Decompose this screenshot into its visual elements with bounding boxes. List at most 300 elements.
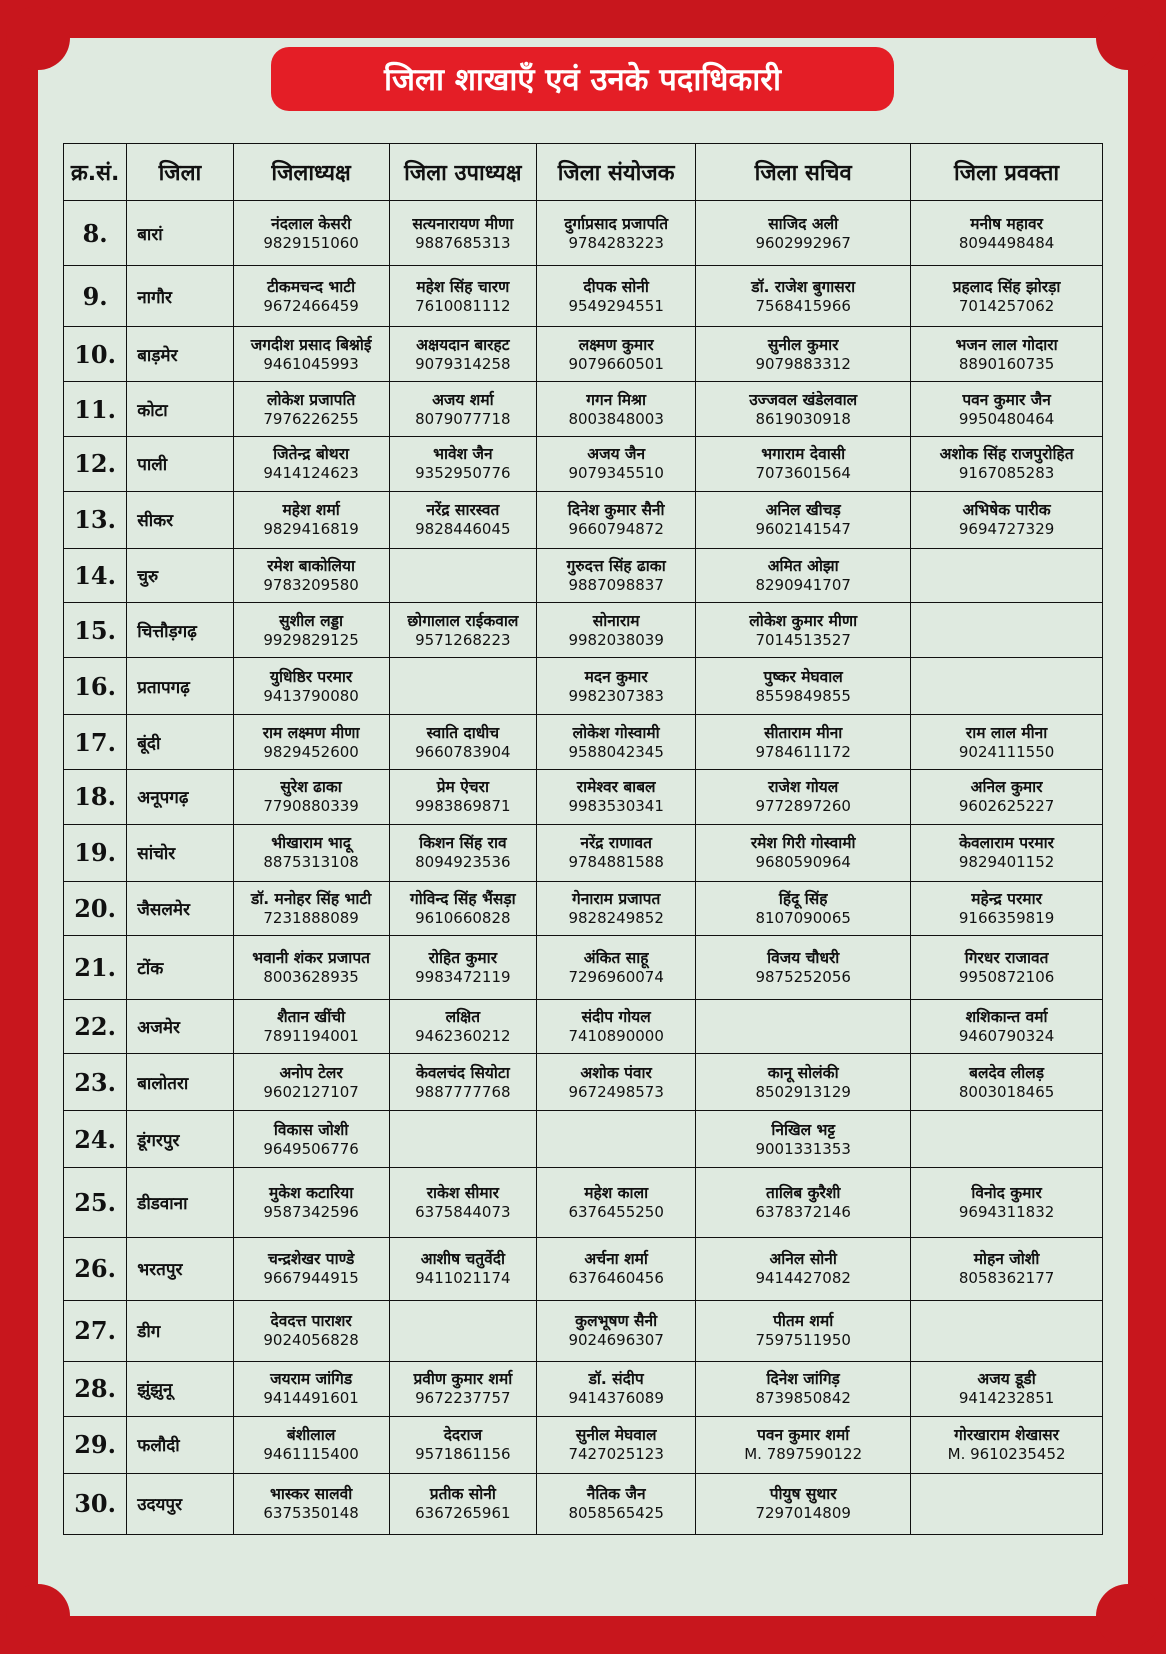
person-name: मनीष महावर	[970, 214, 1043, 233]
serial-number-cell: 24.	[64, 1111, 127, 1168]
corner-notch-bottom-left	[6, 1584, 70, 1648]
person-name: दिनेश जांगिड़	[766, 1370, 840, 1389]
phone-number: 9660794872	[568, 520, 664, 539]
phone-number: 9414376089	[568, 1389, 664, 1408]
district-name-cell: डूंगरपुर	[127, 1111, 233, 1168]
spokesperson-cell	[911, 824, 1103, 881]
phone-number: 7231888089	[263, 908, 359, 927]
phone-number: 6367265961	[415, 1504, 511, 1523]
phone-number: 8058362177	[958, 1269, 1055, 1288]
phone-number: 9672466459	[263, 296, 359, 315]
district-name-cell: चुरु	[127, 548, 233, 603]
phone-number: 8094923536	[415, 853, 511, 872]
convener-cell	[537, 936, 696, 999]
vice-president-cell	[389, 1111, 537, 1168]
table-row	[64, 769, 1103, 824]
phone-number: 9694311832	[958, 1202, 1055, 1221]
phone-number: 8003628935	[263, 967, 359, 986]
person-name: गेनाराम प्रजापत	[571, 889, 661, 908]
serial-number-cell: 15.	[64, 603, 127, 658]
phone-number: 8107090065	[755, 908, 851, 927]
person-name: शशिकान्त वर्मा	[965, 1007, 1048, 1026]
person-name: प्रहलाद सिंह झोरड़ा	[952, 277, 1061, 296]
president-cell	[233, 1362, 389, 1417]
district-name-cell: डीडवाना	[127, 1168, 233, 1238]
phone-number: 9875252056	[755, 967, 851, 986]
phone-number: 9829416819	[263, 520, 359, 539]
secretary-cell	[696, 1168, 911, 1238]
spokesperson-cell	[911, 201, 1103, 266]
serial-number-cell: 25.	[64, 1168, 127, 1238]
district-name-cell: सीकर	[127, 491, 233, 548]
phone-number: 7297014809	[755, 1504, 851, 1523]
phone-number: 8079077718	[415, 409, 511, 428]
spokesperson-cell	[911, 1362, 1103, 1417]
person-name: मुकेश कटारिया	[269, 1183, 354, 1202]
spokesperson-cell	[911, 437, 1103, 492]
table-row	[64, 1416, 1103, 1473]
phone-number: 7790880339	[263, 797, 359, 816]
person-name: सत्यनारायण मीणा	[412, 214, 514, 233]
phone-number: 9166359819	[958, 908, 1055, 927]
district-name-cell: बारां	[127, 201, 233, 266]
convener-cell	[537, 382, 696, 437]
spokesperson-cell	[911, 936, 1103, 999]
person-name: सीताराम मीना	[764, 723, 843, 742]
person-name: शैतान खींची	[277, 1007, 346, 1026]
phone-number: 9983530341	[568, 797, 664, 816]
person-name: दिनेश कुमार सैनी	[567, 501, 665, 520]
person-name: टीकमचन्द भाटी	[267, 277, 356, 296]
phone-number: 9571268223	[415, 630, 511, 649]
phone-number: 7296960074	[568, 967, 664, 986]
table-row	[64, 1473, 1103, 1534]
phone-number: 9982038039	[568, 630, 664, 649]
phone-number: 9950872106	[958, 967, 1055, 986]
person-name: जयराम जांगिड	[270, 1370, 353, 1389]
phone-number: 9828249852	[568, 908, 664, 927]
person-name: नैतिक जैन	[586, 1485, 646, 1504]
person-name: पवन कुमार शर्मा	[757, 1426, 850, 1445]
phone-number: 7976226255	[263, 409, 359, 428]
phone-number: 9079883312	[755, 354, 851, 373]
phone-number: 9602992967	[755, 233, 851, 252]
person-name: डॉ. राजेश बुगासरा	[751, 277, 856, 296]
person-name: भावेश जैन	[433, 445, 493, 464]
phone-number: 8619030918	[755, 409, 851, 428]
table-row	[64, 201, 1103, 266]
convener-cell	[537, 1237, 696, 1300]
spokesperson-cell	[911, 327, 1103, 382]
phone-number: 9079660501	[568, 354, 664, 373]
phone-number: 9571861156	[415, 1445, 511, 1464]
district-name-cell: फलौदी	[127, 1416, 233, 1473]
phone-number: 9950480464	[958, 409, 1055, 428]
person-name: महेन्द्र परमार	[971, 889, 1042, 908]
spokesperson-cell	[911, 382, 1103, 437]
convener-cell	[537, 491, 696, 548]
person-name: प्रेम ऐचरा	[436, 778, 489, 797]
secretary-cell	[696, 437, 911, 492]
table-row	[64, 936, 1103, 999]
phone-number: 9461045993	[263, 354, 359, 373]
person-name: अनिल खीचड़	[765, 501, 841, 520]
person-name: डॉ. मनोहर सिंह भाटी	[250, 889, 372, 908]
district-name-cell: बालोतरा	[127, 1054, 233, 1111]
serial-number-cell: 16.	[64, 658, 127, 715]
spokesperson-cell	[911, 1168, 1103, 1238]
convener-cell	[537, 327, 696, 382]
person-name: उज्जवल खंडेलवाल	[749, 390, 858, 409]
person-name: डॉ. संदीप	[588, 1370, 644, 1389]
person-name: केवलचंद सियोटा	[415, 1063, 510, 1082]
person-name: सुनील मेघवाल	[575, 1426, 657, 1445]
phone-number: 9783209580	[263, 576, 359, 595]
phone-number: 9352950776	[415, 464, 511, 483]
spokesperson-cell	[911, 1054, 1103, 1111]
person-name: सुरेश ढाका	[280, 778, 342, 797]
phone-number: 6376460456	[568, 1269, 664, 1288]
secretary-cell	[696, 548, 911, 603]
convener-cell	[537, 1416, 696, 1473]
person-name: युधिष्ठिर परमार	[270, 667, 353, 686]
serial-number-cell: 28.	[64, 1362, 127, 1417]
person-name: जगदीश प्रसाद बिश्नोई	[250, 335, 372, 354]
phone-number: 9887685313	[415, 233, 511, 252]
phone-number: 9001331353	[755, 1139, 851, 1158]
person-name: बलदेव लीलड़	[969, 1063, 1045, 1082]
person-name: केवलाराम परमार	[959, 834, 1054, 853]
phone-number: 9462360212	[415, 1026, 511, 1045]
person-name: पवन कुमार जैन	[962, 390, 1051, 409]
phone-number: 9680590964	[755, 853, 851, 872]
convener-cell	[537, 1111, 696, 1168]
vice-president-cell	[389, 1416, 537, 1473]
phone-number: 9772897260	[755, 797, 851, 816]
serial-number-cell: 23.	[64, 1054, 127, 1111]
convener-cell	[537, 1300, 696, 1361]
convener-cell	[537, 881, 696, 936]
person-name: गगन मिश्रा	[586, 390, 647, 409]
person-name: अनिल सोनी	[769, 1250, 837, 1269]
convener-cell	[537, 715, 696, 770]
person-name: अशोक सिंह राजपुरोहित	[939, 445, 1074, 464]
spokesperson-cell	[911, 881, 1103, 936]
spokesperson-cell	[911, 603, 1103, 658]
table-row	[64, 1362, 1103, 1417]
person-name: विजय चौधरी	[767, 948, 840, 967]
serial-number-cell: 18.	[64, 769, 127, 824]
table-row	[64, 824, 1103, 881]
phone-number: 8058565425	[568, 1504, 664, 1523]
person-name: अजय जैन	[587, 445, 646, 464]
phone-number: 9929829125	[263, 630, 359, 649]
person-name: प्रतीक सोनी	[429, 1485, 496, 1504]
person-name: अशोक पंवार	[580, 1063, 652, 1082]
person-name: लोकेश कुमार मीणा	[749, 611, 858, 630]
phone-number: 7597511950	[755, 1331, 851, 1350]
person-name: मदन कुमार	[584, 667, 648, 686]
serial-number-cell: 11.	[64, 382, 127, 437]
phone-number: 9784611172	[755, 742, 851, 761]
convener-cell	[537, 548, 696, 603]
header-secretary: जिला सचिव	[696, 144, 911, 201]
phone-number: 9414124623	[263, 464, 359, 483]
person-name: दीपक सोनी	[583, 277, 649, 296]
vice-president-cell	[389, 769, 537, 824]
person-name: सुनील कुमार	[767, 335, 839, 354]
header-district: जिला	[127, 144, 233, 201]
vice-president-cell	[389, 715, 537, 770]
person-name: लक्ष्मण कुमार	[578, 335, 654, 354]
person-name: महेश काला	[584, 1183, 649, 1202]
president-cell	[233, 437, 389, 492]
header-serial: क्र.सं.	[64, 144, 127, 201]
district-name-cell: अजमेर	[127, 999, 233, 1054]
person-name: लोकेश गोस्वामी	[572, 723, 660, 742]
phone-number: 8003018465	[958, 1082, 1055, 1101]
phone-number: 9602625227	[958, 797, 1055, 816]
president-cell	[233, 658, 389, 715]
secretary-cell	[696, 327, 911, 382]
secretary-cell	[696, 1473, 911, 1534]
person-name: गोरखाराम शेखासर	[954, 1426, 1060, 1445]
phone-number: 7014257062	[958, 296, 1055, 315]
person-name: राकेश सीमार	[426, 1183, 499, 1202]
secretary-cell	[696, 658, 911, 715]
person-name: कुलभूषण सैनी	[575, 1312, 658, 1331]
person-name: राम लाल मीना	[965, 723, 1048, 742]
vice-president-cell	[389, 1473, 537, 1534]
president-cell	[233, 382, 389, 437]
district-name-cell: अनूपगढ़	[127, 769, 233, 824]
phone-number: 9024111550	[958, 742, 1055, 761]
president-cell	[233, 1168, 389, 1238]
table-row	[64, 1168, 1103, 1238]
table-row	[64, 603, 1103, 658]
person-name: नंदलाल केसरी	[271, 214, 352, 233]
person-name: अजय डूडी	[977, 1370, 1036, 1389]
president-cell	[233, 603, 389, 658]
phone-number: 9411021174	[415, 1269, 511, 1288]
phone-number: 8739850842	[755, 1389, 851, 1408]
phone-number: 9024696307	[568, 1331, 664, 1350]
phone-number: 9784283223	[568, 233, 664, 252]
phone-number: 9887098837	[568, 576, 664, 595]
person-name: अमित ओझा	[767, 557, 839, 576]
person-name: अक्षयदान बारहट	[416, 335, 510, 354]
phone-number: 9672237757	[415, 1389, 511, 1408]
header-spokesperson: जिला प्रवक्ता	[911, 144, 1103, 201]
vice-president-cell	[389, 999, 537, 1054]
phone-number: 7568415966	[755, 296, 851, 315]
person-name: तालिब कुरैशी	[765, 1183, 841, 1202]
district-name-cell: बूंदी	[127, 715, 233, 770]
person-name: कानू सोलंकी	[767, 1063, 839, 1082]
phone-number: 9167085283	[958, 464, 1055, 483]
person-name: अनिल कुमार	[970, 778, 1043, 797]
spokesperson-cell	[911, 266, 1103, 327]
corner-notch-top-left	[6, 6, 70, 70]
convener-cell	[537, 658, 696, 715]
district-name-cell: कोटा	[127, 382, 233, 437]
president-cell	[233, 1237, 389, 1300]
person-name: गुरुदत्त सिंह ढाका	[566, 557, 666, 576]
table-row	[64, 437, 1103, 492]
person-name: अजय शर्मा	[432, 390, 494, 409]
district-name-cell: बाड़मेर	[127, 327, 233, 382]
phone-number: 9649506776	[263, 1139, 359, 1158]
phone-number: 9983869871	[415, 797, 511, 816]
spokesperson-cell	[911, 1111, 1103, 1168]
phone-number: 9667944915	[263, 1269, 359, 1288]
serial-number-cell: 30.	[64, 1473, 127, 1534]
vice-president-cell	[389, 491, 537, 548]
secretary-cell	[696, 824, 911, 881]
secretary-cell	[696, 715, 911, 770]
serial-number-cell: 9.	[64, 266, 127, 327]
person-name: प्रवीण कुमार शर्मा	[413, 1370, 513, 1389]
serial-number-cell: 12.	[64, 437, 127, 492]
district-name-cell: प्रतापगढ़	[127, 658, 233, 715]
convener-cell	[537, 1054, 696, 1111]
spokesperson-cell	[911, 1300, 1103, 1361]
spokesperson-cell	[911, 1416, 1103, 1473]
phone-number: 9460790324	[958, 1026, 1055, 1045]
page-title: जिला शाखाएँ एवं उनके पदाधिकारी	[383, 62, 781, 98]
secretary-cell	[696, 1362, 911, 1417]
phone-number: M. 9610235452	[947, 1445, 1066, 1464]
district-name-cell: झुंझुनू	[127, 1362, 233, 1417]
phone-number: 9610660828	[415, 908, 511, 927]
president-cell	[233, 1300, 389, 1361]
president-cell	[233, 201, 389, 266]
serial-number-cell: 22.	[64, 999, 127, 1054]
convener-cell	[537, 1362, 696, 1417]
district-name-cell: डीग	[127, 1300, 233, 1361]
phone-number: 9413790080	[263, 686, 359, 705]
vice-president-cell	[389, 327, 537, 382]
president-cell	[233, 824, 389, 881]
person-name: रामेश्वर बाबल	[576, 778, 656, 797]
convener-cell	[537, 201, 696, 266]
phone-number: 8875313108	[263, 853, 359, 872]
person-name: सोनाराम	[592, 611, 640, 630]
phone-number: 7073601564	[755, 464, 851, 483]
president-cell	[233, 1054, 389, 1111]
spokesperson-cell	[911, 548, 1103, 603]
president-cell	[233, 548, 389, 603]
phone-number: 8094498484	[958, 233, 1055, 252]
convener-cell	[537, 999, 696, 1054]
table-row	[64, 658, 1103, 715]
header-vice-president: जिला उपाध्यक्ष	[389, 144, 537, 201]
vice-president-cell	[389, 658, 537, 715]
president-cell	[233, 266, 389, 327]
person-name: सुशील लड्डा	[279, 611, 344, 630]
vice-president-cell	[389, 548, 537, 603]
person-name: जितेन्द्र बोथरा	[273, 445, 350, 464]
person-name: नरेंद्र राणावत	[580, 834, 652, 853]
phone-number: 9079345510	[568, 464, 664, 483]
vice-president-cell	[389, 437, 537, 492]
corner-notch-bottom-right	[1096, 1584, 1160, 1648]
table-row	[64, 548, 1103, 603]
secretary-cell	[696, 999, 911, 1054]
phone-number: 9414232851	[958, 1389, 1055, 1408]
district-name-cell: चित्तौड़गढ़	[127, 603, 233, 658]
phone-number: 9982307383	[568, 686, 664, 705]
serial-number-cell: 8.	[64, 201, 127, 266]
district-name-cell: जैसलमेर	[127, 881, 233, 936]
person-name: अनोप टेलर	[279, 1063, 343, 1082]
person-name: भजन लाल गोदारा	[955, 335, 1058, 354]
person-name: संदीप गोयल	[581, 1007, 651, 1026]
table-row	[64, 327, 1103, 382]
vice-president-cell	[389, 1300, 537, 1361]
phone-number: 8290941707	[755, 576, 851, 595]
person-name: अभिषेक पारीक	[962, 501, 1051, 520]
convener-cell	[537, 1473, 696, 1534]
serial-number-cell: 14.	[64, 548, 127, 603]
person-name: देवदत्त पाराशर	[270, 1312, 352, 1331]
phone-number: 9602141547	[755, 520, 851, 539]
president-cell	[233, 1416, 389, 1473]
person-name: निखिल भट्ट	[771, 1120, 836, 1139]
secretary-cell	[696, 769, 911, 824]
vice-president-cell	[389, 266, 537, 327]
person-name: महेश शर्मा	[282, 501, 340, 520]
table-row	[64, 881, 1103, 936]
person-name: पीयुष सुथार	[769, 1485, 837, 1504]
phone-number: 9660783904	[415, 742, 511, 761]
phone-number: 8502913129	[755, 1082, 851, 1101]
secretary-cell	[696, 491, 911, 548]
phone-number: 6378372146	[755, 1202, 851, 1221]
table-row	[64, 382, 1103, 437]
person-name: दुर्गाप्रसाद प्रजापति	[564, 214, 669, 233]
phone-number: 9024056828	[263, 1331, 359, 1350]
district-name-cell: टोंक	[127, 936, 233, 999]
phone-number: 8003848003	[568, 409, 664, 428]
person-name: पीतम शर्मा	[773, 1312, 834, 1331]
vice-president-cell	[389, 824, 537, 881]
person-name: रमेश बाकोलिया	[267, 557, 356, 576]
district-name-cell: नागौर	[127, 266, 233, 327]
president-cell	[233, 936, 389, 999]
phone-number: 8559849855	[755, 686, 851, 705]
table-row	[64, 491, 1103, 548]
secretary-cell	[696, 201, 911, 266]
table-row	[64, 1111, 1103, 1168]
person-name: चन्द्रशेखर पाण्डे	[267, 1250, 355, 1269]
phone-number: 9602127107	[263, 1082, 359, 1101]
page-title-banner	[271, 47, 894, 111]
president-cell	[233, 769, 389, 824]
serial-number-cell: 20.	[64, 881, 127, 936]
district-name-cell: उदयपुर	[127, 1473, 233, 1534]
president-cell	[233, 1473, 389, 1534]
vice-president-cell	[389, 881, 537, 936]
serial-number-cell: 21.	[64, 936, 127, 999]
phone-number: 7610081112	[415, 296, 511, 315]
phone-number: 9694727329	[958, 520, 1055, 539]
president-cell	[233, 491, 389, 548]
vice-president-cell	[389, 1362, 537, 1417]
secretary-cell	[696, 881, 911, 936]
person-name: भास्कर सालवी	[270, 1485, 353, 1504]
person-name: लोकेश प्रजापति	[266, 390, 356, 409]
